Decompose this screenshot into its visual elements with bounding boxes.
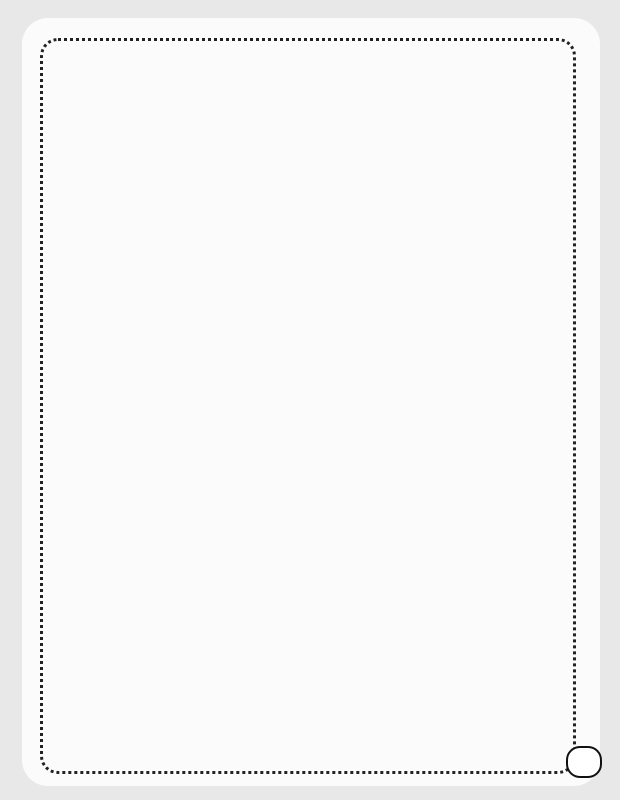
page-number xyxy=(566,746,602,778)
dotted-frame xyxy=(40,38,576,774)
